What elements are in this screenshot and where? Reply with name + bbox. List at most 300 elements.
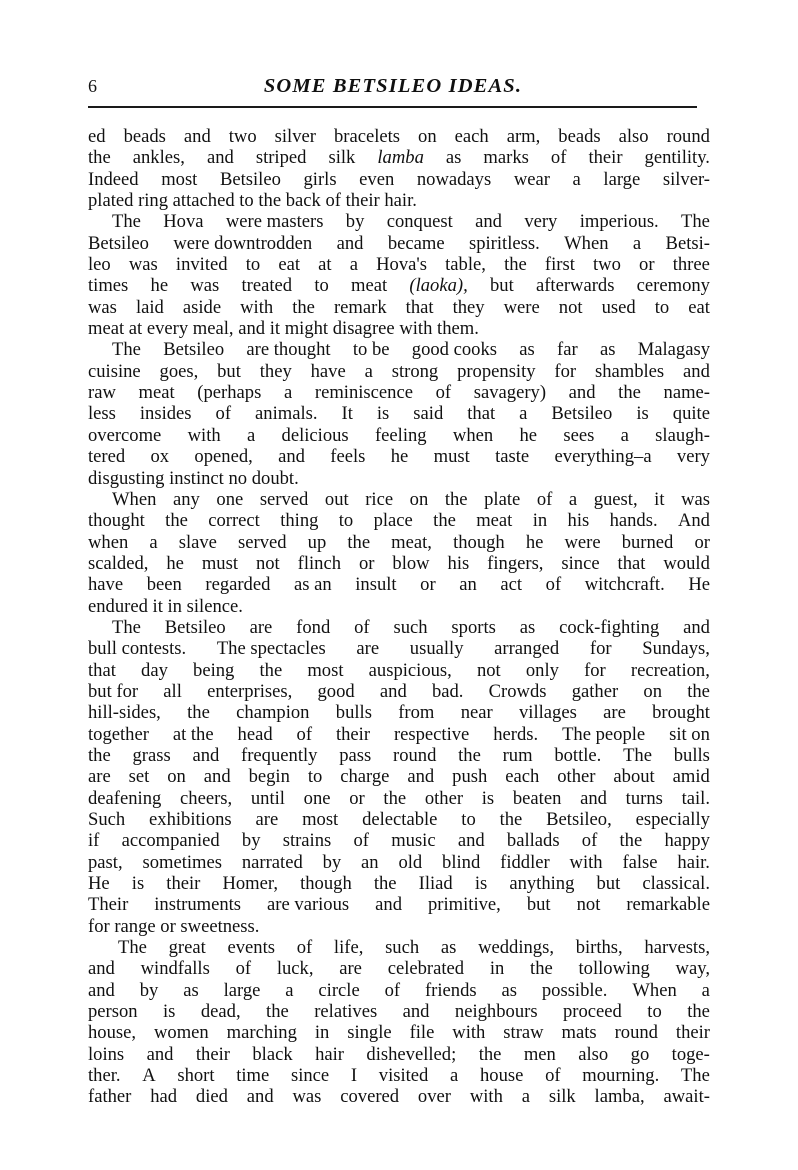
word: champion: [236, 702, 310, 724]
word: windfalls: [140, 958, 210, 980]
word: served: [259, 488, 309, 510]
word: would: [663, 552, 710, 574]
word: only: [525, 659, 559, 681]
word: witchcraft.: [584, 574, 665, 596]
word: push: [452, 766, 488, 788]
word: when: [452, 424, 494, 446]
text-line: endured it in silence.: [88, 595, 243, 617]
word: other: [424, 787, 464, 809]
word: were: [503, 296, 540, 318]
word: to: [338, 510, 354, 532]
word: most: [307, 659, 344, 681]
word: one: [303, 787, 331, 809]
word: the: [687, 680, 710, 702]
word: and: [146, 1043, 174, 1065]
word: instruments: [154, 894, 242, 916]
word: Their: [88, 894, 129, 916]
word: his: [567, 510, 590, 532]
word: narrated: [241, 851, 303, 873]
word: sit on: [669, 723, 710, 745]
word: animals.: [255, 403, 318, 425]
word: of: [545, 574, 562, 596]
word: Betsi-: [665, 232, 710, 254]
word: most: [302, 809, 339, 830]
word: a: [701, 979, 710, 1001]
word: everything–a: [554, 446, 652, 468]
word: tail.: [681, 787, 710, 809]
word: are: [603, 702, 626, 724]
word: to: [647, 1001, 662, 1023]
word: and: [88, 979, 115, 1001]
word: fiddler: [500, 851, 550, 873]
word: raw: [88, 382, 116, 404]
word: and: [246, 1086, 274, 1108]
word: bottle.: [554, 744, 602, 766]
word: were: [564, 531, 601, 553]
word: insult: [355, 574, 397, 596]
word: as: [599, 339, 616, 361]
text-line: [88, 681, 710, 702]
word: marching: [226, 1022, 297, 1044]
text-line: [88, 852, 710, 873]
word: are various: [267, 894, 350, 916]
word: sees: [563, 424, 595, 446]
word: life,: [333, 937, 364, 959]
word: When: [632, 979, 677, 1001]
word: harvests,: [644, 937, 710, 959]
word: begin: [248, 766, 290, 788]
word: taste: [495, 446, 530, 468]
word: arm,: [506, 126, 541, 147]
word: (perhaps: [197, 382, 262, 404]
word: the: [444, 488, 468, 510]
word: charge: [340, 766, 390, 788]
text-line: [88, 894, 710, 915]
word: relatives: [314, 1001, 378, 1023]
word: possible.: [541, 979, 608, 1001]
word: savagery): [473, 382, 547, 404]
word: and: [192, 744, 220, 766]
word: treated: [241, 275, 293, 297]
word: neighbours: [454, 1001, 538, 1023]
word: about: [613, 766, 655, 788]
word: three: [672, 254, 710, 276]
word: they: [452, 296, 485, 318]
word: visited: [378, 1065, 429, 1087]
word: And: [677, 510, 710, 532]
word: to: [314, 275, 329, 297]
word: rice: [365, 488, 394, 510]
word: fingers,: [487, 552, 544, 574]
word: celebrated: [387, 958, 465, 980]
word: burned: [621, 531, 674, 553]
word: cheers,: [180, 787, 233, 809]
word: of: [545, 1065, 561, 1087]
text-line: [88, 361, 710, 382]
word: must: [201, 552, 239, 574]
word: is: [163, 1001, 176, 1023]
text-line: [88, 1001, 710, 1022]
word: strains: [282, 830, 332, 852]
word: thing: [280, 510, 319, 532]
word: He: [688, 574, 710, 596]
word: grass: [132, 744, 171, 766]
word: and: [88, 958, 115, 980]
text-line: [88, 788, 710, 809]
word: fond: [296, 616, 331, 638]
word: gentility.: [644, 147, 710, 169]
word: large: [603, 168, 641, 190]
word: scalded,: [88, 552, 149, 574]
word: ed: [88, 126, 106, 147]
word: their: [195, 1043, 230, 1065]
text-line: [88, 126, 710, 147]
word: imperious.: [579, 211, 659, 233]
word: are: [88, 766, 111, 788]
word: not: [255, 552, 280, 574]
word: black: [252, 1043, 293, 1065]
text-line: [88, 1086, 710, 1107]
word: but: [526, 894, 551, 916]
word: the: [504, 254, 527, 276]
word: covered: [340, 1086, 400, 1108]
word: hands.: [609, 510, 658, 532]
text-line: [88, 1022, 710, 1043]
word: The: [112, 339, 141, 361]
page-number: 6: [88, 76, 97, 96]
word: with: [469, 1086, 503, 1108]
word: times: [88, 275, 129, 297]
word: slaugh-: [655, 424, 710, 446]
word: the: [259, 659, 283, 681]
word: were masters: [225, 211, 324, 233]
word: he: [150, 275, 169, 297]
word: goes,: [159, 360, 199, 382]
word: primitive,: [428, 894, 501, 916]
word: quite: [672, 403, 710, 425]
word: turns: [625, 787, 663, 809]
word: and: [407, 766, 435, 788]
word: the: [618, 382, 641, 404]
word: served: [238, 531, 287, 553]
word: A: [142, 1065, 156, 1087]
word: a: [521, 1086, 530, 1108]
word: accompanied: [121, 830, 220, 852]
word: sometimes: [142, 851, 222, 873]
word: The spectacles: [216, 638, 326, 660]
word: of: [296, 937, 313, 959]
word: their: [335, 723, 371, 745]
word: The: [118, 937, 147, 959]
word: auspicious,: [368, 659, 452, 681]
word: as: [183, 979, 199, 1001]
word: was: [128, 254, 158, 276]
word: and: [568, 382, 596, 404]
word: table,: [445, 254, 486, 276]
word: happy: [664, 830, 710, 852]
word: a: [620, 424, 629, 446]
text-line: [88, 937, 710, 958]
word: of: [550, 147, 567, 169]
word: short: [177, 1065, 215, 1087]
word: round: [614, 1022, 658, 1044]
word: eat: [278, 254, 300, 276]
word: name-: [663, 382, 710, 404]
word: day: [141, 659, 168, 681]
word: good: [317, 680, 355, 702]
word: he: [166, 552, 184, 574]
word: The people: [562, 723, 646, 745]
word: insides: [139, 403, 192, 425]
word: if: [88, 830, 100, 852]
word: also: [618, 126, 649, 147]
word: when: [88, 531, 129, 553]
word: guest,: [593, 488, 638, 510]
word: near: [460, 702, 493, 724]
word: by: [241, 830, 261, 852]
word: each: [454, 126, 489, 147]
word: the: [347, 531, 371, 553]
word: or: [694, 531, 710, 553]
word: on: [418, 126, 437, 147]
word: laid: [135, 296, 164, 318]
word: all: [163, 680, 182, 702]
word: especially: [635, 809, 710, 830]
word: herds.: [493, 723, 539, 745]
word: as: [519, 339, 535, 361]
word: one: [216, 488, 244, 510]
word: is: [474, 873, 488, 895]
word: delicious: [281, 424, 349, 446]
word: in: [314, 1022, 330, 1044]
word: are: [255, 809, 279, 830]
word: I: [350, 1065, 358, 1087]
word: not: [476, 659, 501, 681]
word: being: [193, 659, 235, 681]
word: silk: [328, 147, 356, 169]
text-line: [88, 809, 710, 830]
word: and: [475, 211, 502, 233]
word: delectable: [362, 809, 438, 830]
word: round: [393, 744, 437, 766]
word: a: [519, 403, 528, 425]
word: He: [88, 873, 110, 895]
text-line: [88, 403, 710, 424]
text-line: [88, 169, 710, 190]
word: meat: [476, 510, 513, 532]
word: by: [322, 851, 342, 873]
text-line: [88, 489, 710, 510]
word: Homer,: [222, 873, 278, 895]
word: rum: [502, 744, 533, 766]
word: over: [417, 1086, 451, 1108]
word: hill-sides,: [88, 702, 161, 724]
word: the: [165, 510, 188, 532]
word: When: [112, 488, 157, 510]
body-text: [88, 126, 710, 1108]
word: thought: [88, 510, 145, 532]
word: and: [683, 360, 710, 382]
word: remark: [333, 296, 387, 318]
word: was: [190, 275, 220, 297]
text-line: [88, 147, 710, 168]
word: hair.: [677, 851, 710, 873]
text-line: [88, 211, 710, 232]
text-line: [88, 510, 710, 531]
word: overcome: [88, 424, 162, 446]
word: shambles: [594, 360, 665, 382]
word: invited: [175, 254, 228, 276]
word: of: [384, 979, 401, 1001]
word: used: [601, 296, 636, 318]
word: single: [347, 1022, 392, 1044]
word: a: [246, 424, 256, 446]
text-line: [88, 980, 710, 1001]
word: the: [266, 1001, 289, 1023]
word: strong: [391, 360, 439, 382]
text-line: [88, 745, 710, 766]
text-line: [88, 297, 710, 318]
text-line: meat at every meal, and it might disagree with them.: [88, 318, 479, 340]
word: the: [88, 147, 111, 169]
word: they: [259, 360, 292, 382]
text-line: [88, 873, 710, 894]
word: bulls: [335, 702, 372, 724]
word: of: [235, 958, 252, 980]
word: with: [452, 1022, 486, 1044]
word: very: [676, 446, 710, 468]
word: was: [88, 296, 117, 318]
word: regarded: [205, 574, 271, 596]
word: a: [572, 168, 581, 190]
word: spiritless.: [468, 232, 540, 254]
word: ox: [150, 446, 170, 468]
word: a: [283, 382, 293, 404]
word: beads: [558, 126, 601, 147]
word: file: [409, 1022, 435, 1044]
word: classical.: [642, 873, 710, 895]
word: of: [536, 488, 553, 510]
word: less: [88, 403, 116, 425]
word: father: [88, 1086, 132, 1108]
word: even: [359, 168, 395, 190]
word: as an: [294, 574, 332, 596]
word: music: [391, 830, 436, 852]
word: by: [139, 979, 159, 1001]
word: women: [153, 1022, 209, 1044]
word: toge-: [671, 1043, 710, 1065]
word: mats: [561, 1022, 597, 1044]
word: by: [345, 211, 365, 233]
word: together: [88, 723, 149, 745]
word: beaten: [512, 787, 562, 809]
word: a: [149, 531, 158, 553]
word: of: [581, 830, 598, 852]
word: circle: [318, 979, 360, 1001]
word: with: [187, 424, 221, 446]
word: meat,: [391, 531, 432, 553]
word: are: [249, 616, 273, 638]
word: Iliad: [418, 873, 453, 895]
word: Malagasy: [637, 339, 710, 361]
word: frequently: [241, 744, 318, 766]
word: the: [383, 787, 407, 809]
word: with: [240, 296, 274, 318]
word: weddings,: [478, 937, 554, 959]
word: far: [557, 339, 578, 361]
word: and: [183, 126, 211, 147]
word: amid: [672, 766, 710, 788]
word: bad.: [431, 680, 464, 702]
text-line: [88, 233, 710, 254]
word: is: [376, 403, 390, 425]
word: leo: [88, 254, 111, 276]
word: became: [387, 232, 445, 254]
word: The: [112, 211, 141, 233]
word: the: [373, 873, 397, 895]
word: is: [131, 873, 145, 895]
word: very: [524, 211, 558, 233]
word: respective: [393, 723, 470, 745]
text-line: [88, 574, 710, 595]
text-line: [88, 958, 710, 979]
word: and: [375, 894, 402, 916]
word: and: [203, 766, 231, 788]
word: The: [680, 1065, 710, 1087]
word: on: [643, 680, 662, 702]
word: way,: [675, 958, 710, 980]
word: set: [128, 766, 150, 788]
word: dishevelled;: [366, 1043, 457, 1065]
word: place: [373, 510, 413, 532]
word: and: [457, 830, 485, 852]
text-line: [88, 254, 710, 275]
word: remarkable: [626, 894, 710, 916]
word: as: [519, 616, 536, 638]
word: were downtrodden: [173, 232, 313, 254]
text-line: [88, 660, 710, 681]
word: to: [245, 254, 261, 276]
word: girls: [303, 168, 337, 190]
word: The: [681, 211, 710, 233]
word: as: [445, 147, 462, 169]
word: Betsileo: [164, 616, 226, 638]
word: their: [588, 147, 623, 169]
word: loins: [88, 1043, 125, 1065]
word: bull contests.: [88, 638, 187, 660]
word: in: [532, 510, 548, 532]
word: to: [307, 766, 323, 788]
word: a: [632, 232, 642, 254]
word: to: [461, 809, 476, 830]
word: of: [353, 830, 369, 852]
word: and: [402, 1001, 430, 1023]
word: or: [639, 254, 655, 276]
word: sports: [451, 616, 496, 638]
word: such: [385, 937, 420, 959]
word: ankles,: [132, 147, 185, 169]
word: though: [300, 873, 352, 895]
word: round: [666, 126, 710, 147]
word: bulls: [673, 744, 710, 766]
word: and: [580, 787, 607, 809]
word: and: [379, 680, 407, 702]
word: the: [187, 702, 210, 724]
word: since: [561, 552, 600, 574]
word: and: [206, 147, 234, 169]
word: gather: [571, 680, 619, 702]
word: on: [409, 488, 429, 510]
